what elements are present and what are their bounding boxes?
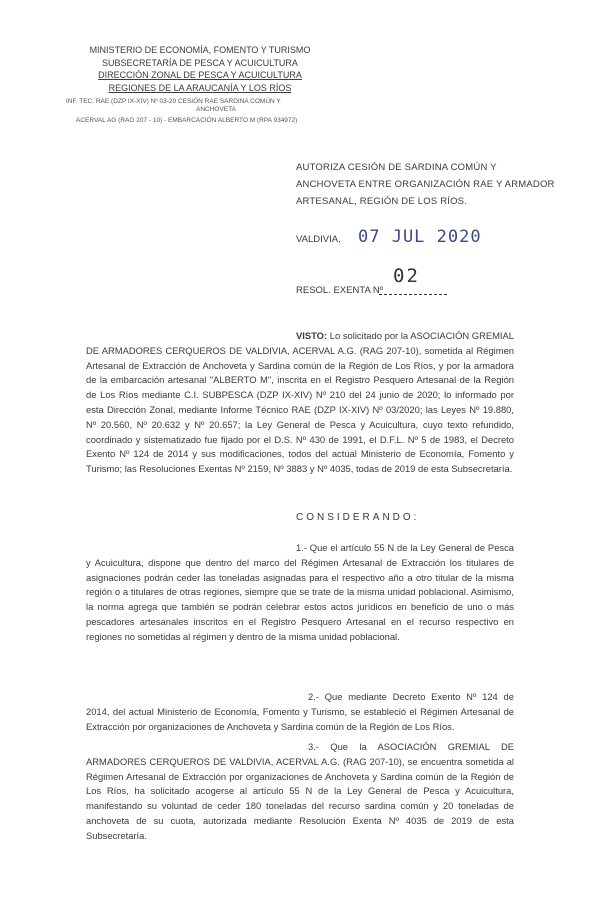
regions-name: REGIONES DE LA ARAUCANÍA Y LOS RÍOS <box>108 82 292 93</box>
reference-line-1: INF. TEC. RAE (DZP IX-XIV) Nº 03-20 CESIÓN RAE SARDINA COMÚN Y <box>66 98 281 105</box>
letterhead <box>60 44 340 94</box>
place: VALDIVIA, <box>296 234 341 245</box>
considerando-2: 2.- Que mediante Decreto Exento Nº 124 de 2014, del actual Ministerio de Economía, Fomento y Turismo, se estableció el Régimen Artesanal de Extracción por organizaciones de Anchoveta y Sardina común de la Región de Los Ríos. <box>86 691 514 732</box>
reference-line-3: ACERVAL AG (RAG 207 - 10) - EMBARCACIÓN ALBERTO M (RPA 934972) <box>76 117 298 124</box>
subsecretariat-name: SUBSECRETARÍA DE PESCA Y ACUICULTURA <box>102 57 298 68</box>
date-stamp: 07 JUL 2020 <box>358 227 482 247</box>
document-subject: AUTORIZA CESIÓN DE SARDINA COMÚN Y ANCHOVETA ENTRE ORGANIZACIÓN RAE Y ARMADOR ARTESANAL, REGIÓN DE LOS RÍOS. <box>296 162 555 207</box>
considerando-3: 3.- Que la ASOCIACIÓN GREMIAL DE ARMADORES CERQUEROS DE VALDIVIA, ACERVAL A.G. (RAG 207-10), se encuentra sometida al Régimen Artesanal de Extracción por organizaciones de Anchoveta y Sardina común de la Región de Los Ríos, ha solicitado acogerse al artículo 55 N de la Ley General de Pesca y Acuicultura, manifestando su voluntad de ceder 180 toneladas del recurso sardina común y 20 toneladas de anchoveta de su cuota, autorizada mediante Resolución Exenta Nº 4035 de 2019 de esta Subsecretaría. <box>86 741 514 841</box>
visto-heading: VISTO: <box>296 330 328 341</box>
ministry-name: MINISTERIO DE ECONOMÍA, FOMENTO Y TURISMO <box>89 45 311 55</box>
directorate-name: DIRECCIÓN ZONAL DE PESCA Y ACUICULTURA <box>98 70 302 80</box>
resolution-label: RESOL. EXENTA Nº <box>296 285 384 296</box>
visto-text: Lo solicitado por la ASOCIACIÓN GREMIAL DE ARMADORES CERQUEROS DE VALDIVIA, ACERVAL A.G. (RAG 207-10), sometida al Régimen Artesanal de Extracción de Anchoveta y Sardina común de la Región de Los Ríos, y por la armadora de la embarcación artesanal "ALBERTO M", inscrita en el Registro Pesquero Artesanal de la Región de Los Ríos mediante C.I. SUBPESCA (DZP IX-XIV) Nº 210 del 24 junio de 2020; lo informado por esta Dirección Zonal, mediante Informe Técnico RAE (DZP IX-XIV) Nº 03/2020; las Leyes Nº 19.880, Nº 20.560, Nº 20.632 y Nº 20.657; la Ley General de Pesca y Acuicultura, cuyo texto refundido, coordinado y sistematizado fue fijado por el D.S. Nº 430 de 1991, el D.F.L. Nº 5 de 1983, el Decreto Exento Nº 124 de 2014 y sus modificaciones, todos del actual Ministerio de Economía, Fomento y Turismo; las Resoluciones Exentas Nº 2159, Nº 3883 y Nº 4035, todas de 2019 de esta Subsecretaría. <box>86 330 514 475</box>
resolution-number-line <box>379 294 447 295</box>
considerando-heading: CONSIDERANDO: <box>296 512 420 523</box>
considerando-1: 1.- Que el artículo 55 N de la Ley General de Pesca y Acuicultura, dispone que dentro del marco del Régimen Artesanal de Extracción los titulares de asignaciones podrán ceder las toneladas asignadas para el respectivo año a otro titular de la misma región o a titulares de otras regiones, siempre que se trate de la misma unidad poblacional. Asimismo, la norma agrega que también se podrán celebrar estos actos jurídicos en beneficio de uno o más pescadores artesanales inscritos en el Registro Pesquero Artesanal en el recurso respectivo en regiones no sometidas al régimen y dentro de la misma unidad poblacional. <box>86 542 514 642</box>
visto-paragraph <box>86 329 514 477</box>
resolution-number: 02 <box>393 265 420 287</box>
reference-line-2: ANCHOVETA <box>196 106 236 113</box>
